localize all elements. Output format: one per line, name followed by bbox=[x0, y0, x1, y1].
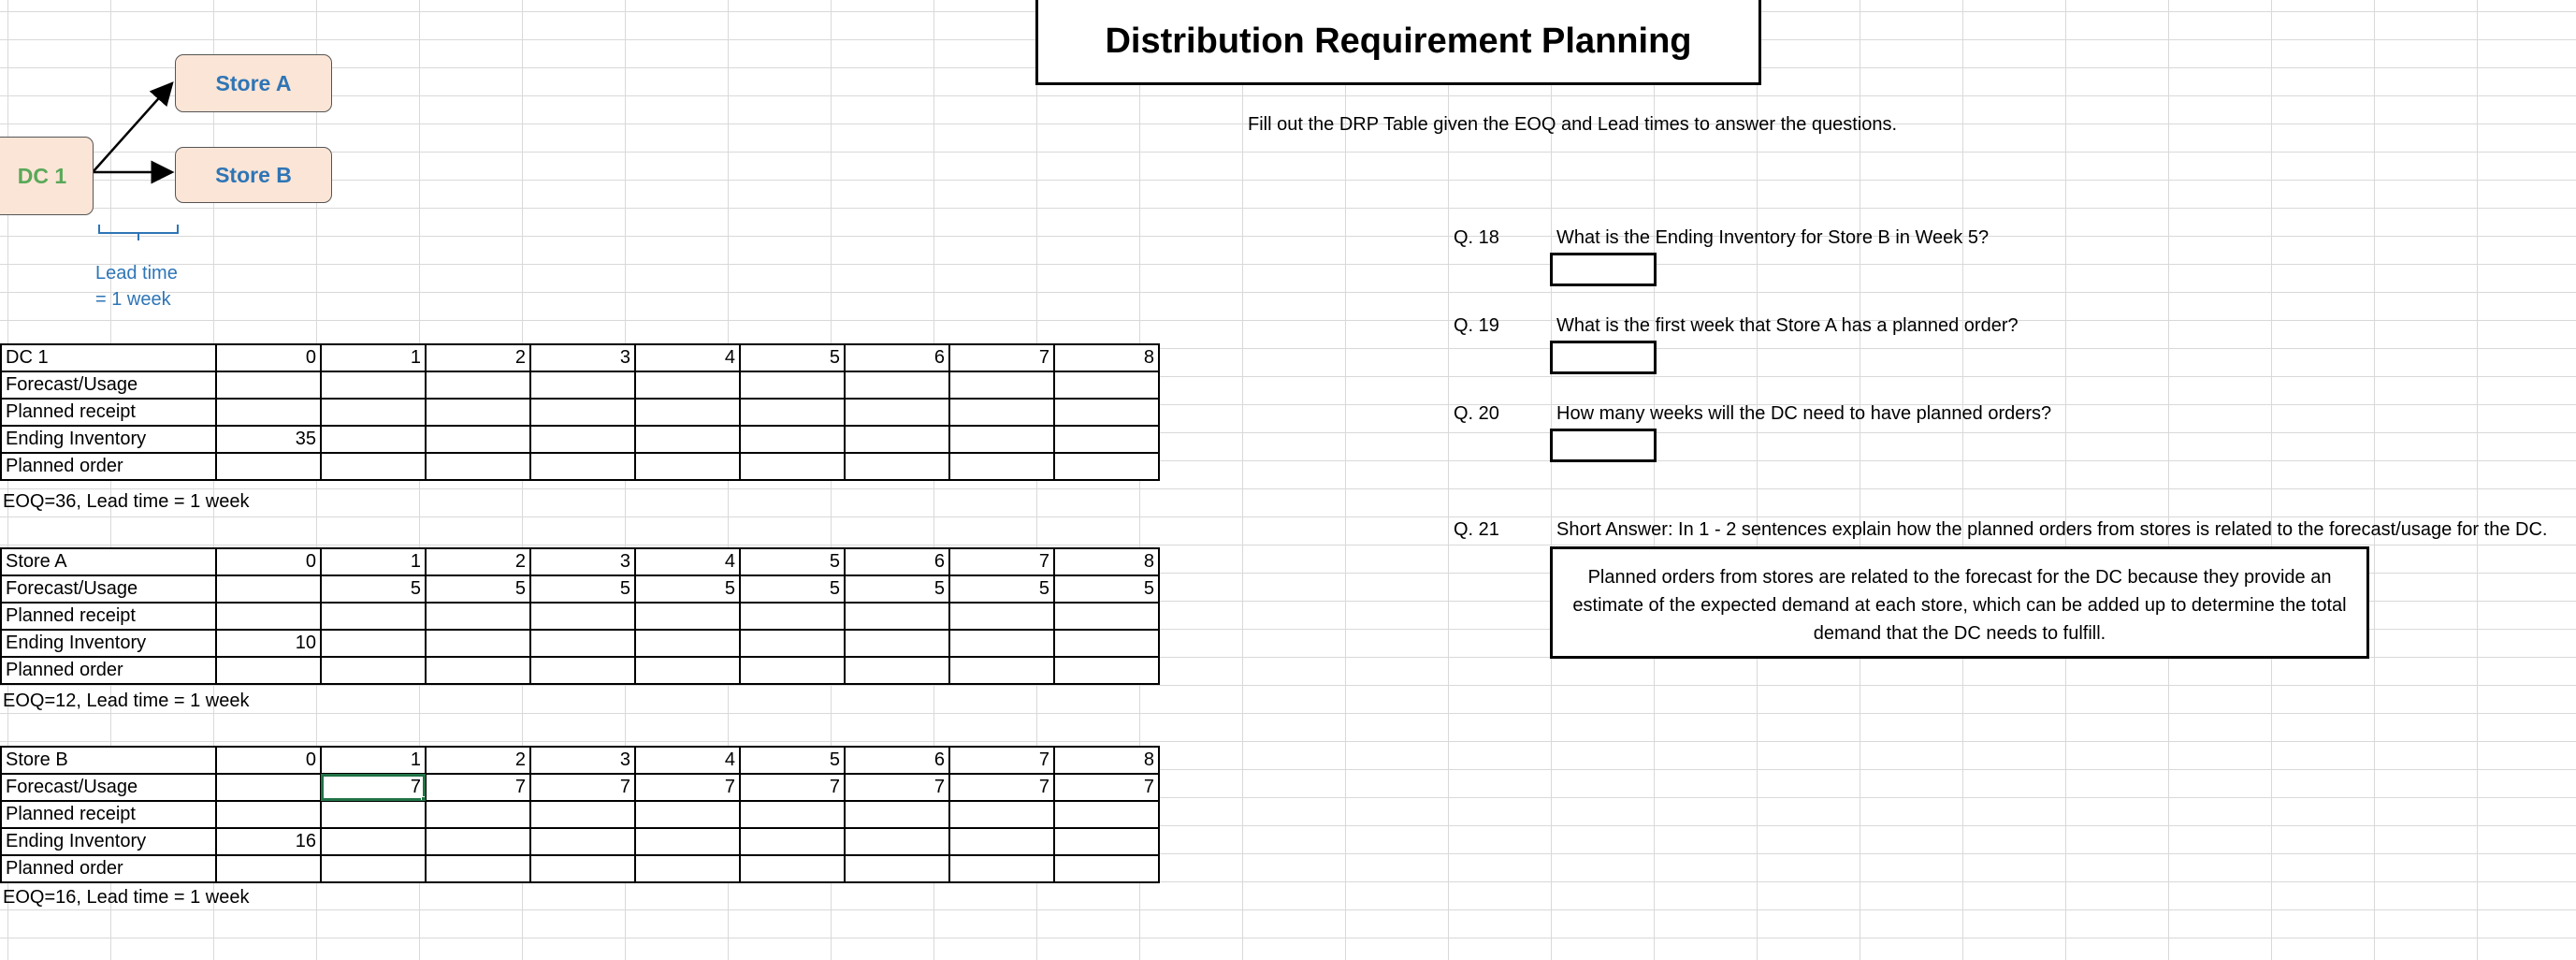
question-19-answer-cell[interactable] bbox=[1550, 341, 1657, 374]
week-header-cell[interactable]: 5 bbox=[740, 548, 845, 575]
week-header-cell[interactable]: 3 bbox=[530, 747, 635, 774]
value-cell[interactable] bbox=[216, 603, 321, 630]
week-header-cell[interactable]: 4 bbox=[635, 548, 740, 575]
week-header-cell[interactable]: 2 bbox=[426, 344, 530, 371]
row-label-cell[interactable]: Forecast/Usage bbox=[1, 575, 216, 603]
week-header-cell[interactable]: 2 bbox=[426, 747, 530, 774]
value-cell[interactable] bbox=[845, 801, 949, 828]
value-cell[interactable] bbox=[740, 399, 845, 426]
value-cell[interactable] bbox=[321, 657, 426, 684]
value-cell[interactable] bbox=[426, 855, 530, 882]
week-header-cell[interactable]: 1 bbox=[321, 548, 426, 575]
row-label-cell[interactable]: Ending Inventory bbox=[1, 828, 216, 855]
value-cell[interactable] bbox=[426, 828, 530, 855]
lead-time-label-line1: Lead time bbox=[95, 263, 178, 284]
value-cell[interactable] bbox=[949, 828, 1054, 855]
week-header-cell[interactable]: 6 bbox=[845, 548, 949, 575]
value-cell[interactable] bbox=[949, 399, 1054, 426]
value-cell[interactable] bbox=[740, 657, 845, 684]
week-header-cell[interactable]: 2 bbox=[426, 548, 530, 575]
table-row bbox=[1, 828, 1159, 855]
row-label-cell[interactable]: Store A bbox=[1, 548, 216, 575]
week-header-cell[interactable]: 8 bbox=[1054, 344, 1159, 371]
store-a-node: Store A bbox=[175, 54, 332, 112]
week-header-cell[interactable]: 5 bbox=[740, 747, 845, 774]
value-cell[interactable] bbox=[949, 426, 1054, 453]
row-label-cell[interactable]: Ending Inventory bbox=[1, 630, 216, 657]
lead-time-label bbox=[95, 260, 178, 313]
lead-time-label-line2: = 1 week bbox=[95, 289, 171, 310]
value-cell[interactable] bbox=[845, 828, 949, 855]
value-cell[interactable] bbox=[1054, 399, 1159, 426]
value-cell[interactable] bbox=[740, 855, 845, 882]
week-header-cell[interactable]: 5 bbox=[740, 344, 845, 371]
dc-node: DC 1 bbox=[0, 137, 94, 215]
value-cell[interactable]: 5 bbox=[949, 575, 1054, 603]
value-cell[interactable] bbox=[635, 630, 740, 657]
row-label-cell[interactable]: Forecast/Usage bbox=[1, 371, 216, 399]
value-cell[interactable] bbox=[635, 801, 740, 828]
selected-cell[interactable]: 7 bbox=[321, 774, 426, 801]
week-header-cell[interactable]: 7 bbox=[949, 747, 1054, 774]
week-header-cell[interactable]: 3 bbox=[530, 548, 635, 575]
value-cell[interactable] bbox=[635, 399, 740, 426]
value-cell[interactable] bbox=[740, 828, 845, 855]
value-cell[interactable] bbox=[321, 371, 426, 399]
value-cell[interactable] bbox=[949, 630, 1054, 657]
week-header-cell[interactable]: 3 bbox=[530, 344, 635, 371]
value-cell[interactable] bbox=[216, 774, 321, 801]
value-cell[interactable] bbox=[321, 630, 426, 657]
week-header-cell[interactable]: 6 bbox=[845, 747, 949, 774]
value-cell[interactable] bbox=[740, 426, 845, 453]
question-18-text: What is the Ending Inventory for Store B in Week 5? bbox=[1556, 227, 1990, 248]
store-b-eoq-note: EOQ=16, Lead time = 1 week bbox=[3, 887, 250, 908]
value-cell[interactable] bbox=[740, 453, 845, 480]
table-row bbox=[1, 399, 1159, 426]
week-header-cell[interactable]: 4 bbox=[635, 747, 740, 774]
question-21-number: Q. 21 bbox=[1454, 519, 1499, 540]
value-cell[interactable]: 16 bbox=[216, 828, 321, 855]
row-label-cell[interactable]: Planned receipt bbox=[1, 603, 216, 630]
row-label-cell[interactable]: Planned receipt bbox=[1, 399, 216, 426]
week-header-cell[interactable]: 4 bbox=[635, 344, 740, 371]
store-b-drp-table bbox=[0, 746, 1160, 883]
value-cell[interactable] bbox=[530, 855, 635, 882]
table-row bbox=[1, 453, 1159, 480]
value-cell[interactable] bbox=[321, 453, 426, 480]
value-cell[interactable] bbox=[845, 371, 949, 399]
value-cell[interactable] bbox=[321, 828, 426, 855]
value-cell[interactable]: 7 bbox=[949, 774, 1054, 801]
page-title: Distribution Requirement Planning bbox=[1035, 0, 1761, 85]
table-row bbox=[1, 774, 1159, 801]
value-cell[interactable] bbox=[321, 399, 426, 426]
dc-drp-table bbox=[0, 343, 1160, 481]
lead-time-bracket bbox=[99, 225, 178, 240]
row-label-cell[interactable]: Planned receipt bbox=[1, 801, 216, 828]
value-cell[interactable] bbox=[845, 426, 949, 453]
value-cell[interactable] bbox=[1054, 371, 1159, 399]
week-header-cell[interactable]: 0 bbox=[216, 747, 321, 774]
value-cell[interactable] bbox=[949, 657, 1054, 684]
week-header-cell[interactable]: 1 bbox=[321, 747, 426, 774]
value-cell[interactable] bbox=[845, 603, 949, 630]
row-label-cell[interactable]: Planned order bbox=[1, 657, 216, 684]
value-cell[interactable] bbox=[530, 828, 635, 855]
value-cell[interactable] bbox=[426, 801, 530, 828]
question-19-number: Q. 19 bbox=[1454, 315, 1499, 336]
question-19-text: What is the first week that Store A has a planned order? bbox=[1556, 315, 2019, 336]
value-cell[interactable]: 5 bbox=[426, 575, 530, 603]
value-cell[interactable] bbox=[216, 575, 321, 603]
store-b-node: Store B bbox=[175, 147, 332, 203]
value-cell[interactable] bbox=[845, 855, 949, 882]
store-a-eoq-note: EOQ=12, Lead time = 1 week bbox=[3, 691, 250, 711]
question-20-answer-cell[interactable] bbox=[1550, 429, 1657, 462]
value-cell[interactable] bbox=[1054, 855, 1159, 882]
dc-eoq-note: EOQ=36, Lead time = 1 week bbox=[3, 491, 250, 512]
table-row bbox=[1, 603, 1159, 630]
value-cell[interactable]: 5 bbox=[530, 575, 635, 603]
value-cell[interactable] bbox=[1054, 630, 1159, 657]
value-cell[interactable] bbox=[1054, 453, 1159, 480]
value-cell[interactable] bbox=[530, 371, 635, 399]
value-cell[interactable] bbox=[635, 426, 740, 453]
value-cell[interactable] bbox=[216, 399, 321, 426]
question-21-text: Short Answer: In 1 - 2 sentences explain how the planned orders from stores is related to the forecast/usage for the DC. bbox=[1556, 519, 2548, 540]
value-cell[interactable] bbox=[530, 603, 635, 630]
value-cell[interactable] bbox=[321, 426, 426, 453]
value-cell[interactable] bbox=[426, 657, 530, 684]
value-cell[interactable] bbox=[426, 453, 530, 480]
value-cell[interactable] bbox=[949, 801, 1054, 828]
row-label-cell[interactable]: DC 1 bbox=[1, 344, 216, 371]
value-cell[interactable]: 5 bbox=[321, 575, 426, 603]
value-cell[interactable] bbox=[530, 801, 635, 828]
value-cell[interactable] bbox=[530, 399, 635, 426]
value-cell[interactable]: 5 bbox=[1054, 575, 1159, 603]
value-cell[interactable] bbox=[321, 801, 426, 828]
value-cell[interactable] bbox=[530, 657, 635, 684]
value-cell[interactable]: 7 bbox=[845, 774, 949, 801]
table-row bbox=[1, 371, 1159, 399]
week-header-cell[interactable]: 8 bbox=[1054, 548, 1159, 575]
value-cell[interactable] bbox=[740, 603, 845, 630]
week-header-cell[interactable]: 1 bbox=[321, 344, 426, 371]
table-row bbox=[1, 548, 1159, 575]
value-cell[interactable] bbox=[530, 453, 635, 480]
value-cell[interactable] bbox=[845, 399, 949, 426]
value-cell[interactable]: 5 bbox=[845, 575, 949, 603]
value-cell[interactable] bbox=[321, 855, 426, 882]
value-cell[interactable] bbox=[1054, 657, 1159, 684]
table-row bbox=[1, 630, 1159, 657]
value-cell[interactable] bbox=[530, 426, 635, 453]
instructions-text: Fill out the DRP Table given the EOQ and Lead times to answer the questions. bbox=[1248, 114, 1898, 135]
value-cell[interactable] bbox=[845, 657, 949, 684]
value-cell[interactable] bbox=[635, 453, 740, 480]
value-cell[interactable] bbox=[949, 855, 1054, 882]
question-18-number: Q. 18 bbox=[1454, 227, 1499, 248]
value-cell[interactable] bbox=[426, 630, 530, 657]
value-cell[interactable] bbox=[1054, 828, 1159, 855]
value-cell[interactable]: 7 bbox=[530, 774, 635, 801]
week-header-cell[interactable]: 8 bbox=[1054, 747, 1159, 774]
question-20-number: Q. 20 bbox=[1454, 403, 1499, 424]
value-cell[interactable] bbox=[1054, 801, 1159, 828]
value-cell[interactable]: 7 bbox=[635, 774, 740, 801]
row-label-cell[interactable]: Ending Inventory bbox=[1, 426, 216, 453]
value-cell[interactable]: 7 bbox=[1054, 774, 1159, 801]
value-cell[interactable] bbox=[216, 371, 321, 399]
table-row bbox=[1, 426, 1159, 453]
row-label-cell[interactable]: Planned order bbox=[1, 855, 216, 882]
row-label-cell[interactable]: Store B bbox=[1, 747, 216, 774]
value-cell[interactable] bbox=[1054, 603, 1159, 630]
table-row bbox=[1, 657, 1159, 684]
value-cell[interactable] bbox=[426, 399, 530, 426]
value-cell[interactable] bbox=[845, 630, 949, 657]
value-cell[interactable]: 7 bbox=[740, 774, 845, 801]
week-header-cell[interactable]: 7 bbox=[949, 344, 1054, 371]
value-cell[interactable] bbox=[530, 630, 635, 657]
table-row bbox=[1, 575, 1159, 603]
value-cell[interactable] bbox=[635, 828, 740, 855]
value-cell[interactable]: 5 bbox=[740, 575, 845, 603]
value-cell[interactable] bbox=[635, 603, 740, 630]
value-cell[interactable] bbox=[949, 371, 1054, 399]
week-header-cell[interactable]: 0 bbox=[216, 548, 321, 575]
row-label-cell[interactable]: Forecast/Usage bbox=[1, 774, 216, 801]
table-row bbox=[1, 747, 1159, 774]
value-cell[interactable] bbox=[635, 371, 740, 399]
value-cell[interactable] bbox=[635, 855, 740, 882]
value-cell[interactable] bbox=[321, 603, 426, 630]
value-cell[interactable] bbox=[1054, 426, 1159, 453]
table-row bbox=[1, 344, 1159, 371]
value-cell[interactable] bbox=[216, 855, 321, 882]
value-cell[interactable] bbox=[740, 630, 845, 657]
store-a-drp-table bbox=[0, 547, 1160, 685]
value-cell[interactable] bbox=[216, 657, 321, 684]
row-label-cell[interactable]: Planned order bbox=[1, 453, 216, 480]
question-18-answer-cell[interactable] bbox=[1550, 253, 1657, 286]
value-cell[interactable]: 10 bbox=[216, 630, 321, 657]
value-cell[interactable] bbox=[426, 426, 530, 453]
value-cell[interactable]: 5 bbox=[635, 575, 740, 603]
value-cell[interactable] bbox=[845, 453, 949, 480]
week-header-cell[interactable]: 6 bbox=[845, 344, 949, 371]
week-header-cell[interactable]: 0 bbox=[216, 344, 321, 371]
value-cell[interactable] bbox=[949, 603, 1054, 630]
value-cell[interactable] bbox=[426, 371, 530, 399]
value-cell[interactable]: 7 bbox=[426, 774, 530, 801]
table-row bbox=[1, 801, 1159, 828]
week-header-cell[interactable]: 7 bbox=[949, 548, 1054, 575]
value-cell[interactable] bbox=[216, 801, 321, 828]
value-cell[interactable] bbox=[635, 657, 740, 684]
value-cell[interactable] bbox=[216, 453, 321, 480]
value-cell[interactable] bbox=[740, 801, 845, 828]
value-cell[interactable] bbox=[426, 603, 530, 630]
value-cell[interactable] bbox=[949, 453, 1054, 480]
question-21-answer-box[interactable]: Planned orders from stores are related to the forecast for the DC because they provide an estimate of the expected demand at each store, which can be added up to determine the total demand that the DC needs to fulfill. bbox=[1550, 546, 2369, 659]
table-row bbox=[1, 855, 1159, 882]
arrow-dc-to-store-a bbox=[94, 83, 172, 171]
value-cell[interactable] bbox=[740, 371, 845, 399]
question-20-text: How many weeks will the DC need to have planned orders? bbox=[1556, 403, 2052, 424]
value-cell[interactable]: 35 bbox=[216, 426, 321, 453]
